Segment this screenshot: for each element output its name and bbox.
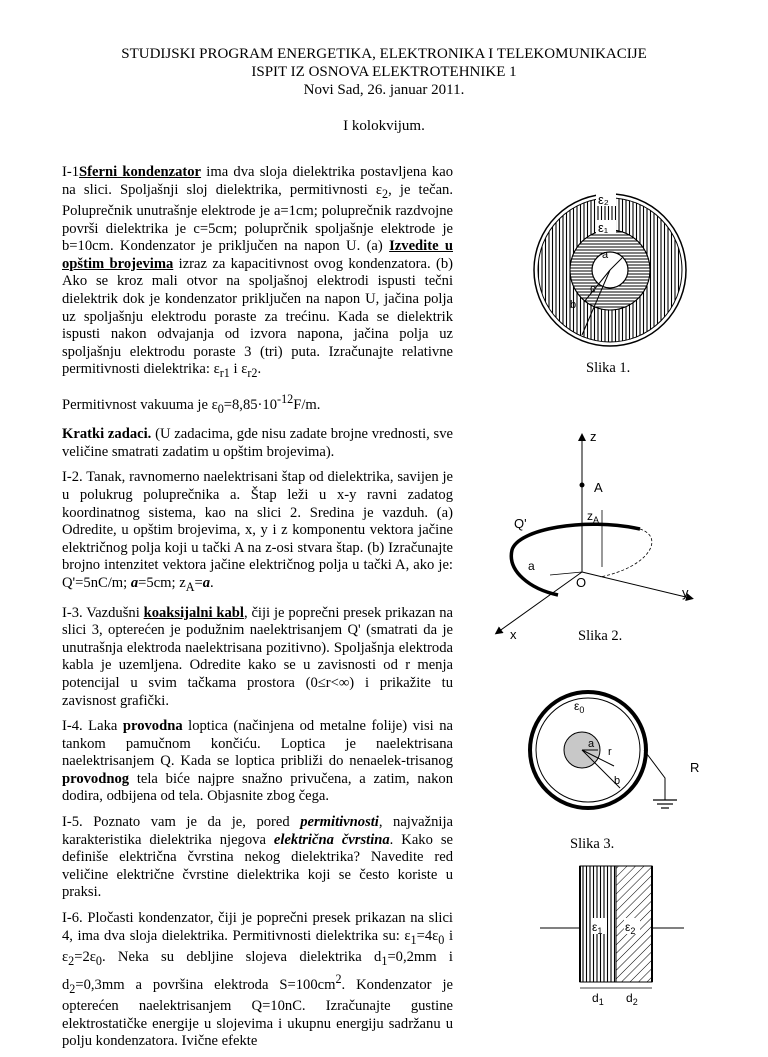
superscript: 2 (335, 971, 342, 986)
text: =4ε (416, 927, 439, 944)
y-axis (582, 572, 690, 598)
eps0-sub: 0 (579, 705, 585, 715)
problem-6 (62, 910, 453, 1051)
subscript: r1 (219, 366, 230, 381)
emphasis: provodna (122, 718, 183, 735)
figure-2-semicircle-rod (490, 425, 710, 650)
eps0-text: ε (574, 699, 580, 713)
zA-sub: A (593, 515, 600, 525)
label-d2 (626, 991, 638, 1007)
text: =0,2mm i d (62, 949, 453, 993)
text: i ε (229, 361, 248, 378)
eps2-text: ε (625, 920, 631, 934)
emphasis: električna čvrstina (273, 831, 390, 848)
subscript: 0 (95, 954, 102, 969)
zA-text: z (587, 509, 593, 523)
label-eps1: ε₁ (598, 220, 609, 235)
text: I-3. Vazdušni (62, 604, 144, 621)
text: . Kako se definiše električna čvrstina nekog dielektrika? Navedite red veličine električne čvrstine dielektrika koji se često koriste u praksi. (62, 831, 453, 901)
text: . Neka su debljine slojeva dielektrika d (101, 949, 382, 966)
text: . Kondenzator je opterećen naelektrisanjem Q=10nC. Izračunajte gustine elektrostatičke energije u slojevima i ukupnu energiju sadržanu u polju kondenzatora. Ivične efekte (62, 976, 453, 1050)
text: =5cm; z (138, 575, 186, 592)
text: , je tečan. Poluprečnik unutrašnje elektrode je a=1cm; poluprečnik razdvojne površi dielektrika je c=5cm; poluprčnik spoljašnje elektrode je b=10cm. Kondenzator je priključen na napon U. (a) (62, 181, 453, 255)
label-O: O (576, 575, 587, 590)
hidden-half (600, 529, 652, 577)
eps1-sub: 1 (597, 926, 603, 936)
figure-1-spherical-capacitor (520, 180, 700, 360)
header-line-3: Novi Sad, 26. januar 2011. (303, 82, 465, 98)
text: F/m. (293, 396, 321, 413)
subscript: 2 (382, 186, 389, 201)
label-a: a (588, 738, 595, 750)
text: =0,3mm a površina elektroda S=100cm (75, 976, 336, 993)
d1-text: d (592, 991, 599, 1005)
label-b: b (614, 775, 621, 787)
problem-title: Sferni kondenzator (79, 164, 202, 180)
problem-5 (62, 814, 453, 902)
subscript: 2 (68, 954, 75, 969)
caption-slika-1: Slika 1. (586, 360, 631, 376)
text: tela biće najpre snažno privučena, a zatim, nakon dodira, odbijena od tela. Objasnite zbog čega. (62, 770, 453, 805)
label-b: b (570, 299, 577, 311)
figure-3-coaxial-cable (520, 690, 720, 830)
label-x: x (510, 627, 517, 642)
text: =8,85·10 (223, 396, 278, 413)
subscript: 0 (217, 401, 224, 416)
emphasis: Kratki zadaci. (62, 426, 152, 443)
text: =2ε (74, 949, 96, 966)
subscript: A (185, 579, 195, 594)
d2-text: d (626, 991, 633, 1005)
d1-sub: 1 (598, 997, 604, 1007)
caption-slika-2: Slika 2. (578, 628, 623, 644)
text: loptica (načinjena od metalne folije) visi na tankom pamučnom končiću. Loptica je naelektrisana naelektrisanjem Q. Kada se loptica približi do nenaelek-trisanog (62, 718, 453, 770)
emphasis: a (130, 575, 139, 592)
label-Q: Q' (514, 516, 527, 531)
text: I-2. Tanak, ravnomerno naelektrisani štap od dielektrika, savijen je u polukrug poluprečnika a. Štap leži u x-y ravni zadatog koordinatnog sistema, kao na slici 2. Sredina je vazduh. (a) Odredite, u opštim brojevima, x, y i z komponentu vektora jačine električnog polja koji u tački A na z-osi stvara štap. (b) Izračunajte brojno intenzitet vektora jačine električnog polja u tački A, ako je: Q'=5nC/m; (62, 469, 453, 592)
subtitle: I kolokvijum. (343, 118, 425, 134)
subscript: 1 (410, 932, 417, 947)
caption-slika-3: Slika 3. (570, 836, 615, 852)
label-eps2: ε₂ (598, 192, 609, 207)
emphasis: koaksijalni kabl (143, 604, 244, 621)
x-axis (498, 572, 582, 632)
text: izraz za kapacitivnost ovog kondenzatora. (b) Ako se kroz mali otvor na spoljašnoj elektrodi ispusti tečni dielektrik dok je kondenzator priključen na napon U, jačina polja uz spoljašnju elektrodu poraste za trećinu. Kada se dielektrik ispusti nakon odvajanja od izvora napona, jačina polja uz spoljašnju elektrodu poraste 3 (tri) puta. Izračunajte relativne permitivnosti dielektrika: ε (62, 255, 453, 378)
text: , najvažnija karakteristika dielektrika njegova (62, 814, 453, 848)
problem-number: I-1 (62, 164, 80, 180)
short-problems-intro (62, 426, 453, 461)
label-y: y (682, 585, 689, 600)
vacuum-permittivity (62, 391, 453, 418)
d2-sub: 2 (632, 997, 638, 1007)
label-r: r (608, 746, 612, 758)
emphasis: permitivnosti (300, 814, 379, 831)
point-A (580, 483, 585, 488)
label-a: a (602, 249, 609, 261)
label-a: a (528, 559, 535, 573)
problem-4 (62, 718, 453, 806)
emphasis: a (202, 575, 210, 592)
text: I-5. Poznato vam je da je, pored (62, 814, 301, 831)
header-line-2: ISPIT IZ OSNOVA ELEKTROTEHNIKE 1 (251, 64, 517, 80)
text: i ε (62, 927, 453, 966)
subscript: 0 (438, 932, 445, 947)
label-A: A (594, 480, 603, 495)
text: I-6. Pločasti kondenzator, čiji je poprečni presek prikazan na slici 4, ima dva sloja dielektrika. Permitivnosti dielektrika su: ε (62, 910, 453, 944)
superscript: -12 (277, 391, 294, 406)
text: . (257, 361, 262, 378)
subscript: r2 (247, 366, 258, 381)
label-d1 (592, 991, 604, 1007)
label-z: z (590, 429, 597, 444)
text: (U zadacima, gde nisu zadate brojne vrednosti, sve veličine smatrati zadatim u opštim brojevima). (62, 426, 453, 460)
problem-3 (62, 605, 453, 711)
text: . (210, 575, 214, 592)
problems-column (62, 164, 453, 1057)
header-line-1: STUDIJSKI PROGRAM ENERGETIKA, ELEKTRONIKA I TELEKOMUNIKACIJE (121, 46, 647, 62)
label-c: c (590, 283, 596, 295)
text: Permitivnost vakuuma je ε (62, 396, 218, 413)
figure-4-plate-capacitor (512, 862, 692, 1012)
text: I-4. Laka (62, 718, 123, 735)
emphasis: provodnog (62, 770, 130, 787)
subscript: 2 (69, 981, 76, 996)
problem-2 (62, 469, 453, 596)
emphasis: Izvedite u opštim brojevima (62, 238, 453, 272)
text: ima dva sloja dielektrika postavljena kao na slici. Spoljašnji sloj dielektrika, permitivnosti ε (62, 164, 454, 198)
label-R: R (690, 760, 700, 775)
text: = (194, 575, 203, 592)
eps2-sub: 2 (630, 926, 636, 936)
eps1-text: ε (592, 920, 598, 934)
subscript: 1 (381, 954, 388, 969)
problem-1 (62, 164, 453, 383)
text: , čiji je poprečni presek prikazan na slici 3, opterećen je podužnim naelektrisanjem Q' (smatrati da je unutrašnja elektroda naelektrisana pozitivno). Spoljašnja elektroda kabla je uzemljena. Odredite kako se u zavisnosti od r menja potencijal u svim tačkama prostora (0≤r<∞) i prikažite tu zavisnost grafički. (62, 604, 453, 709)
